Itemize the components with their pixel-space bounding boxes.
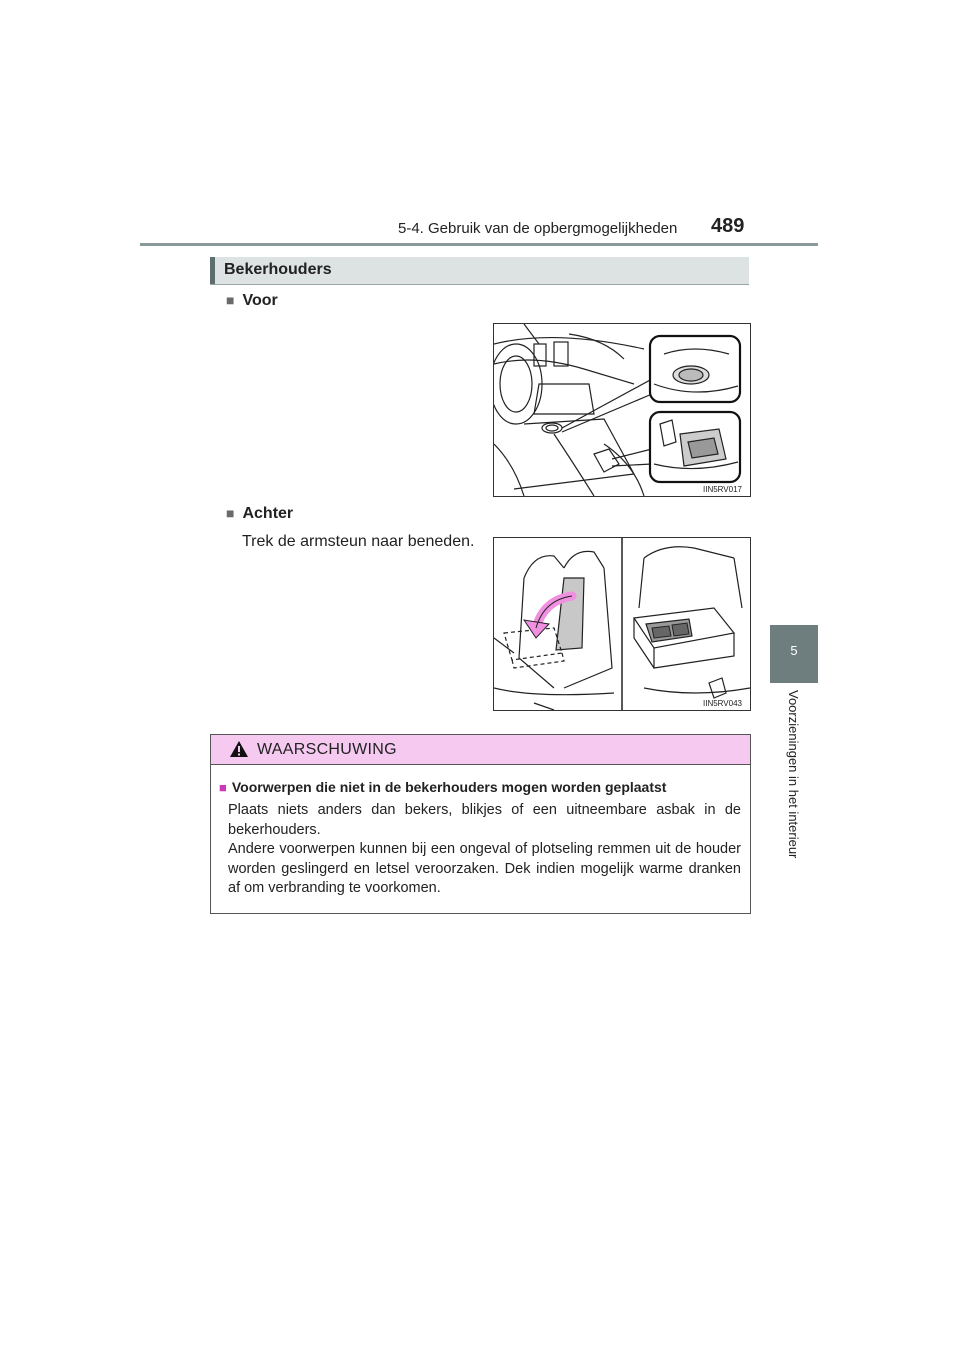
rear-cupholder-figure xyxy=(493,537,751,711)
warning-body xyxy=(228,801,741,899)
section-title: Bekerhouders xyxy=(224,261,332,278)
page-number: 489 xyxy=(711,215,745,237)
bullet-square-icon: ■ xyxy=(226,292,235,308)
header-rule xyxy=(140,243,818,246)
warning-title: WAARSCHUWING xyxy=(257,741,397,758)
running-head: 5-4. Gebruik van de opbergmogelijkheden xyxy=(398,220,678,237)
warning-paragraph: Andere voorwerpen kunnen bij een ongeval of plotseling remmen uit de houder worden geslingerd en letsel veroorzaken. Dek indien mogelijk warme dranken af om verbranding te voorkomen. xyxy=(228,841,741,896)
front-figure-code: IIN5RV017 xyxy=(703,485,742,494)
chapter-title: Voorzieningen in het interieur xyxy=(786,690,801,859)
warning-subheading-text: Voorwerpen die niet in de bekerhouders mogen worden geplaatst xyxy=(231,779,667,795)
rear-cupholder-illustration xyxy=(494,538,750,710)
section-heading-bar xyxy=(210,257,749,285)
warning-paragraph: Plaats niets anders dan bekers, blikjes of een uitneembare asbak in de bekerhouders. xyxy=(228,802,741,838)
warning-triangle-icon xyxy=(229,740,249,758)
bullet-square-icon: ■ xyxy=(219,780,227,795)
warning-header xyxy=(211,735,750,765)
front-heading-text: Voor xyxy=(242,292,278,309)
front-heading xyxy=(226,292,278,310)
warning-box xyxy=(210,734,751,914)
bullet-square-icon: ■ xyxy=(226,505,235,521)
section-accent xyxy=(210,257,215,284)
rear-heading-text: Achter xyxy=(242,505,294,522)
chapter-number: 5 xyxy=(790,643,798,658)
rear-instruction: Trek de armsteun naar beneden. xyxy=(242,533,475,550)
warning-subheading xyxy=(219,779,666,795)
rear-figure-code: IIN5RV043 xyxy=(703,699,742,708)
front-cupholder-illustration xyxy=(494,324,750,496)
front-cupholder-figure xyxy=(493,323,751,497)
rear-heading xyxy=(226,505,293,523)
chapter-tab xyxy=(770,625,818,683)
